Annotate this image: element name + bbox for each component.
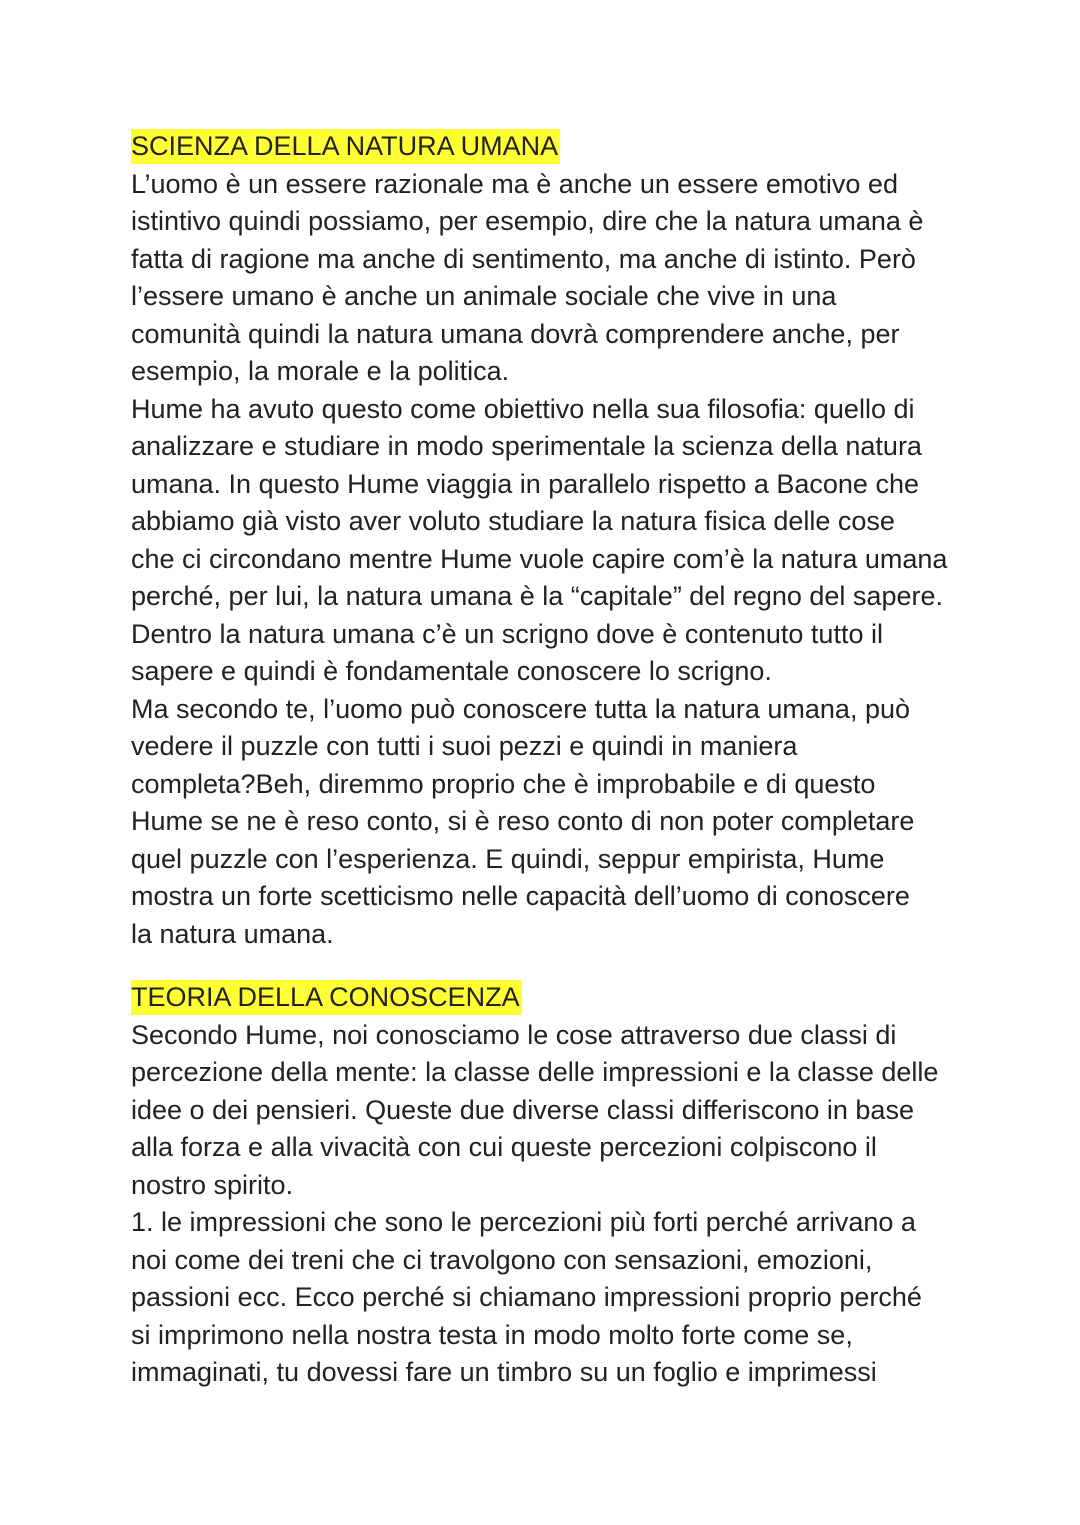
text-line: istintivo quindi possiamo, per esempio, dire che la natura umana è xyxy=(131,206,924,236)
text-line: idee o dei pensieri. Queste due diverse classi differiscono in base xyxy=(131,1094,914,1125)
text-line: vedere il puzzle con tutti i suoi pezzi e quindi in maniera xyxy=(131,731,798,761)
text-line: Ma secondo te, l’uomo può conoscere tutta la natura umana, può xyxy=(131,693,910,724)
text-line: completa?Beh, diremmo proprio che è improbabile e di questo xyxy=(131,768,876,799)
section-heading: SCIENZA DELLA NATURA UMANA xyxy=(131,129,560,164)
text-line: esempio, la morale e la politica. xyxy=(131,356,510,386)
text-line: comunità quindi la natura umana dovrà comprendere anche, per xyxy=(131,318,900,349)
text-line: nostro spirito. xyxy=(131,1169,294,1200)
text-line: analizzare e studiare in modo sperimentale la scienza della natura xyxy=(131,431,922,461)
text-line: Hume se ne è reso conto, si è reso conto di non poter completare xyxy=(131,806,915,836)
text-line: noi come dei treni che ci travolgono con sensazioni, emozioni, xyxy=(131,1244,873,1275)
document-body xyxy=(131,128,961,1392)
text-line: l’essere umano è anche un animale sociale che vive in una xyxy=(131,281,837,311)
text-line: L’uomo è un essere razionale ma è anche un essere emotivo ed xyxy=(131,168,898,199)
text-line: fatta di ragione ma anche di sentimento, ma anche di istinto. Però xyxy=(131,243,916,274)
text-line: mostra un forte scetticismo nelle capacità dell’uomo di conoscere xyxy=(131,881,910,911)
text-line: Dentro la natura umana c’è un scrigno dove è contenuto tutto il xyxy=(131,618,883,649)
text-line: immaginati, tu dovessi fare un timbro su un foglio e imprimessi xyxy=(131,1357,877,1387)
section-text xyxy=(131,1017,961,1392)
text-line: la natura umana. xyxy=(131,918,334,949)
text-line: Secondo Hume, noi conosciamo le cose attraverso due classi di xyxy=(131,1019,897,1050)
section-teoria-conoscenza xyxy=(131,979,961,1392)
text-line: quel puzzle con l’esperienza. E quindi, seppur empirista, Hume xyxy=(131,843,885,874)
section-heading: TEORIA DELLA CONOSCENZA xyxy=(131,980,522,1015)
text-line: si imprimono nella nostra testa in modo molto forte come se, xyxy=(131,1319,853,1350)
text-line: umana. In questo Hume viaggia in parallelo rispetto a Bacone che xyxy=(131,468,919,499)
text-line: 1. le impressioni che sono le percezioni più forti perché arrivano a xyxy=(131,1207,916,1237)
text-line: percezione della mente: la classe delle impressioni e la classe delle xyxy=(131,1057,939,1087)
section-scienza-natura-umana xyxy=(131,128,961,953)
text-line: abbiamo già visto aver voluto studiare la natura fisica delle cose xyxy=(131,506,895,536)
section-text xyxy=(131,166,961,954)
text-line: passioni ecc. Ecco perché si chiamano impressioni proprio perché xyxy=(131,1282,922,1312)
text-line: sapere e quindi è fondamentale conoscere lo scrigno. xyxy=(131,656,772,686)
text-line: che ci circondano mentre Hume vuole capire com’è la natura umana xyxy=(131,543,948,574)
text-line: perché, per lui, la natura umana è la “capitale” del regno del sapere. xyxy=(131,581,943,611)
text-line: alla forza e alla vivacità con cui queste percezioni colpiscono il xyxy=(131,1132,877,1162)
text-line: Hume ha avuto questo come obiettivo nella sua filosofia: quello di xyxy=(131,393,915,424)
